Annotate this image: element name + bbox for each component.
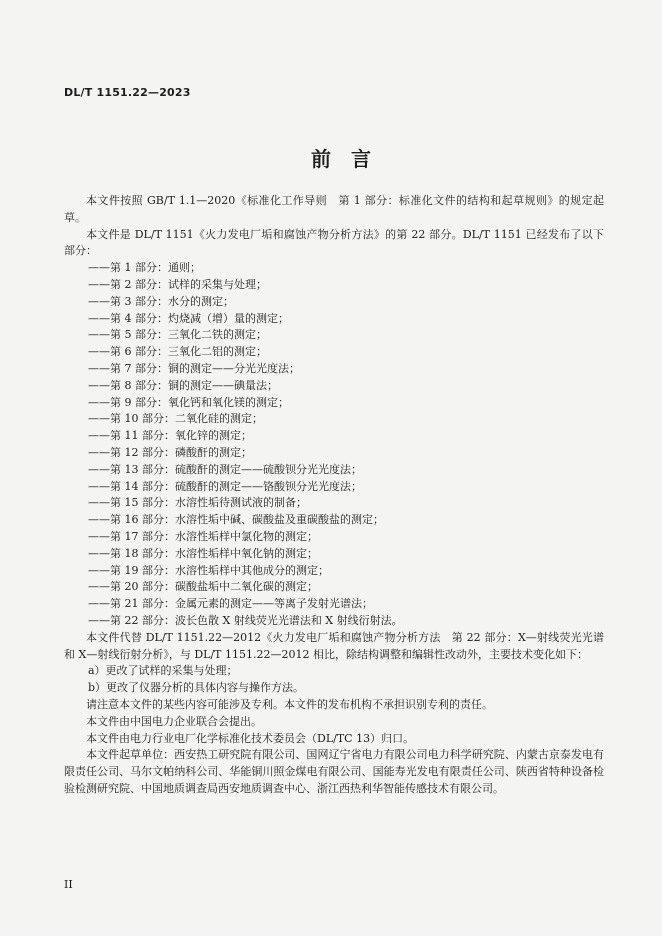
list-item: a）更改了试样的采集与处理； [88, 664, 238, 678]
list-item: ——第 2 部分：试样的采集与处理； [88, 277, 267, 291]
list-item: ——第 14 部分：硫酸酐的测定——铬酸钡分光光度法； [88, 479, 362, 493]
list-item: ——第 16 部分：水溶性垢中碱、碳酸盐及重碳酸盐的测定； [88, 513, 384, 527]
list-item: ——第 13 部分：硫酸酐的测定——硫酸钡分光光度法； [88, 462, 362, 476]
list-item: ——第 18 部分：水溶性垢样中氧化钠的测定； [88, 546, 318, 560]
list-item: ——第 3 部分：水分的测定； [88, 294, 234, 308]
list-item: b）更改了仪器分析的具体内容与操作方法。 [88, 681, 305, 695]
list-item: ——第 7 部分：铜的测定——分光光度法； [88, 361, 300, 375]
list-item: ——第 8 部分：铜的测定——碘量法； [88, 378, 278, 392]
page-title: 前言 [311, 147, 391, 171]
list-item: ——第 6 部分：三氧化二铝的测定； [88, 345, 267, 359]
intro-paragraph: 本文件按照 GB/T 1.1—2020《标准化工作导则 第 1 部分：标准化文件的结构和起草规则》的规定起草。 [64, 194, 604, 224]
list-item: ——第 5 部分：三氧化二铁的测定； [88, 328, 267, 342]
list-item: ——第 4 部分：灼烧减（增）量的测定； [88, 311, 289, 325]
patent-notice: 请注意本文件的某些内容可能涉及专利。本文件的发布机构不承担识别专利的责任。 [86, 697, 493, 711]
committee-paragraph: 本文件由电力行业电厂化学标准化技术委员会（DL/TC 13）归口。 [86, 731, 415, 745]
page-number: II [64, 878, 73, 891]
document-id: DL/T 1151.22—2023 [64, 86, 191, 99]
list-item: ——第 17 部分：水溶性垢样中氯化物的测定； [88, 529, 318, 543]
list-item: ——第 19 部分：水溶性垢样中其他成分的测定； [88, 563, 329, 577]
changes-list [64, 663, 604, 697]
proposer-paragraph: 本文件由中国电力企业联合会提出。 [86, 714, 262, 728]
list-item: ——第 9 部分：氧化钙和氧化镁的测定； [88, 395, 289, 409]
list-item: ——第 1 部分：通则； [88, 261, 201, 275]
list-item: ——第 15 部分：水溶性垢待测试液的制备； [88, 496, 307, 510]
replaces-paragraph: 本文件代替 DL/T 1151.22—2012《火力发电厂垢和腐蚀产物分析方法 第 22 部分：X—射线荧光光谱和 X—射线衍射分析》，与 DL/T 1151.22—2012 相比，除结构调整和编辑性改动外，主要技术变化如下： [64, 630, 604, 661]
list-item: ——第 11 部分：氧化锌的测定； [88, 429, 252, 443]
list-item: ——第 21 部分：金属元素的测定——等离子发射光谱法； [88, 597, 373, 611]
drafters-paragraph: 本文件起草单位：西安热工研究院有限公司、国网辽宁省电力有限公司电力科学研究院、内蒙古京泰发电有限责任公司、马尔文帕纳科公司、华能铜川照金煤电有限公司、国能寿光发电有限责任公司、陕西省特种设备检验检测研究院、中国地质调查局西安地质调查中心、浙江西热利华智能传感技术有限公司。 [64, 748, 604, 795]
list-item: ——第 10 部分：二氧化硅的测定； [88, 412, 263, 426]
list-item: ——第 12 部分：磷酸酐的测定； [88, 445, 252, 459]
document-body [64, 193, 604, 798]
list-item: ——第 20 部分：碳酸盐垢中二氧化碳的测定； [88, 580, 318, 594]
parts-list [64, 260, 604, 630]
intro-paragraph: 本文件是 DL/T 1151《火力发电厂垢和腐蚀产物分析方法》的第 22 部分。DL/T 1151 已经发布了以下部分： [64, 227, 604, 258]
list-item: ——第 22 部分：波长色散 X 射线荧光光谱法和 X 射线衍射法。 [88, 613, 403, 627]
